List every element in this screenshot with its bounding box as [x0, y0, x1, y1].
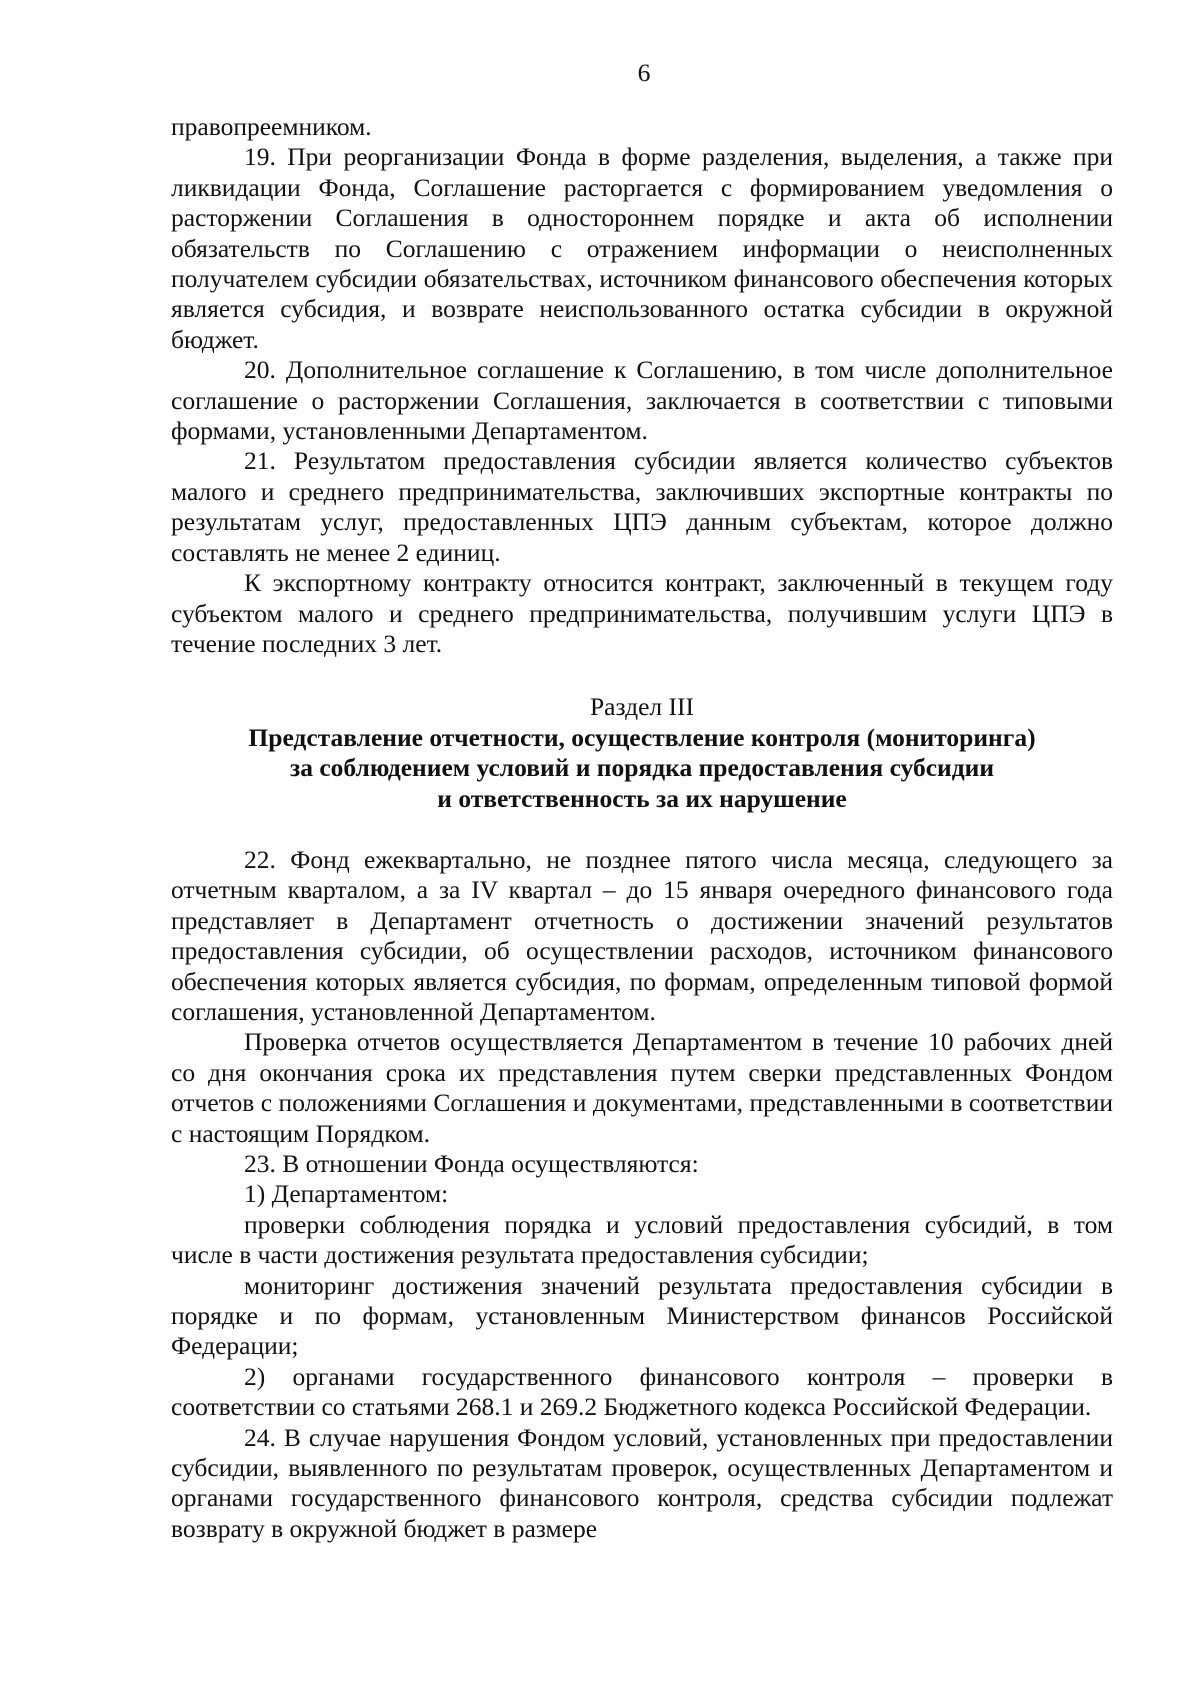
paragraph: 19. При реорганизации Фонда в форме разделения, выделения, а также при ликвидации Фонда, Соглашение расторгается с формированием уведомления о расторжении Соглашения в одностороннем порядке и акта об исполнении обязательств по Соглашению с отражением информации о неисполненных получателем субсидии обязательствах, источником финансового обеспечения которых является субсидия, и возврате неиспользованного остатка субсидии в окружной бюджет.: [171, 142, 1113, 354]
paragraph: 22. Фонд ежеквартально, не позднее пятого числа месяца, следующего за отчетным кварталом, а за IV квартал – до 15 января очередного финансового года представляет в Департамент отчетность о достижении значений результатов предоставления субсидии, об осуществлении расходов, источником финансового обеспечения которых является субсидия, по формам, определенным типовой формой соглашения, установленной Департаментом.: [171, 844, 1113, 1026]
body-paragraphs: [171, 845, 1113, 1544]
section-title-line-1: Представление отчетности, осуществление контроля (мониторинга): [248, 722, 1036, 752]
section-caption: Раздел III: [590, 692, 694, 722]
paragraph: Проверка отчетов осуществляется Департаментом в течение 10 рабочих дней со дня окончания срока их представления путем сверки представленных Фондом отчетов с положениями Соглашения и документами, представленными в соответствии с настоящим Порядком.: [171, 1027, 1113, 1148]
paragraph: проверки соблюдения порядка и условий предоставления субсидий, в том числе в части достижения результата предоставления субсидии;: [171, 1209, 1113, 1270]
page-number: 6: [637, 58, 651, 87]
paragraph: 24. В случае нарушения Фондом условий, установленных при предоставлении субсидии, выявленного по результатам проверок, осуществленных Департаментом и органами государственного финансового контроля, средства субсидии подлежат возврату в окружной бюджет в размере: [171, 1422, 1113, 1543]
paragraph: 20. Дополнительное соглашение к Соглашению, в том числе дополнительное соглашение о расторжении Соглашения, заключается в соответствии с типовыми формами, установленными Департаментом.: [171, 355, 1113, 446]
document-body: [171, 112, 1113, 1544]
section-title-line-2: за соблюдением условий и порядка предоставления субсидии: [289, 753, 995, 783]
top-paragraphs: [171, 112, 1113, 659]
paragraph: 1) Департаментом:: [244, 1179, 449, 1209]
paragraph: 21. Результатом предоставления субсидии является количество субъектов малого и среднего предпринимательства, заключивших экспортные контракты по результатам услуг, предоставленных ЦПЭ данным субъектам, которое должно составлять не менее 2 единиц.: [171, 446, 1113, 567]
paragraph: 2) органами государственного финансового контроля – проверки в соответствии со статьями 268.1 и 269.2 Бюджетного кодекса Российской Федерации.: [171, 1361, 1113, 1422]
section-title-line-3: и ответственность за их нарушение: [437, 783, 847, 813]
paragraph: мониторинг достижения значений результата предоставления субсидии в порядке и по формам, установленным Министерством финансов Российской Федерации;: [171, 1270, 1113, 1361]
paragraph: 23. В отношении Фонда осуществляются:: [244, 1149, 699, 1178]
paragraph: правопреемником.: [171, 112, 372, 141]
paragraph: К экспортному контракту относится контракт, заключенный в текущем году субъектом малого и среднего предпринимательства, получившим услуги ЦПЭ в течение последних 3 лет.: [171, 568, 1113, 658]
